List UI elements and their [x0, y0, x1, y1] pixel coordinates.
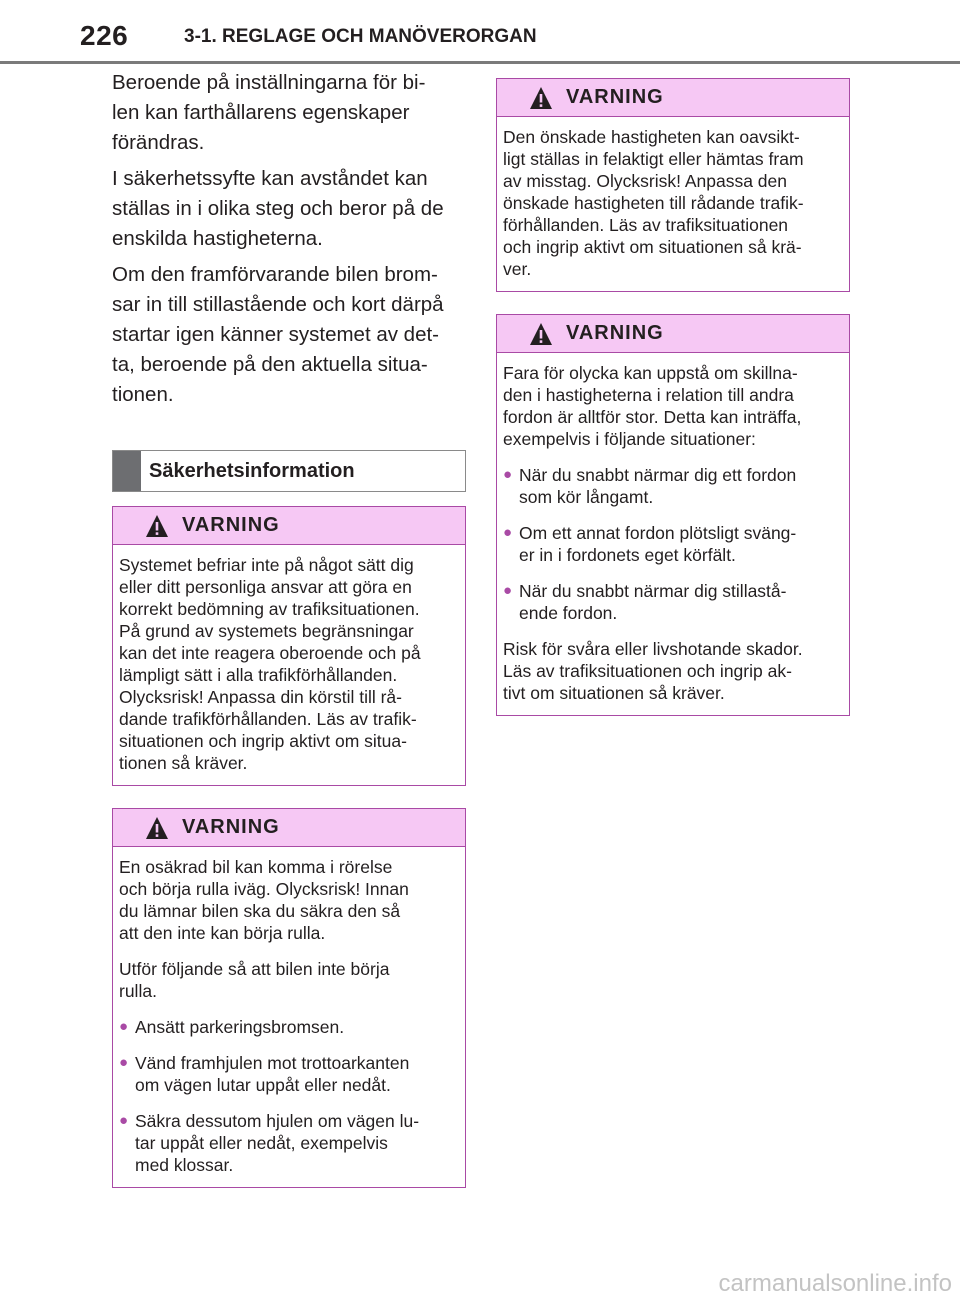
list-item	[503, 522, 843, 566]
warning-text: Systemet befriar inte på något sätt dig eller ditt personliga ansvar att göra en korrekt bedömning av trafiksituationen. På grund av systemets begränsningar kan det inte reagera oberoende och på lämpligt sätt i alla trafikförhållanden. Olycksrisk! Anpassa din körstil till rå- dande trafikförhållanden. Läs av trafik- situationen och ingrip aktivt om situa- tionen så kräver.	[119, 555, 421, 773]
list-item	[119, 1110, 459, 1176]
bullet-dot-icon: ●	[503, 524, 513, 541]
bullet-dot-icon: ●	[503, 582, 513, 599]
warning-triangle-icon	[145, 514, 169, 538]
warning-body	[113, 847, 465, 1187]
warning-text: Den önskade hastigheten kan oavsikt- ligt ställas in felaktigt eller hämtas fram av misstag. Olycksrisk! Anpassa den önskade hastigheten till rådande trafik- förhållanden. Läs av trafiksituationen och ingrip aktivt om situationen så krä- ver.	[503, 127, 804, 279]
warning-triangle-icon	[145, 816, 169, 840]
warning-label: VARNING	[566, 86, 664, 108]
section-heading	[112, 450, 466, 492]
warning-box	[496, 314, 850, 716]
warning-header	[497, 315, 849, 353]
warning-body	[113, 545, 465, 785]
list-item	[503, 580, 843, 624]
warning-box	[496, 78, 850, 292]
left-column	[112, 68, 466, 1188]
warning-triangle-icon	[529, 322, 553, 346]
right-column	[496, 78, 850, 716]
warning-label: VARNING	[182, 816, 280, 838]
chapter-title: 3-1. REGLAGE OCH MANÖVERORGAN	[184, 26, 537, 47]
warning-box	[112, 506, 466, 786]
warning-triangle-icon	[529, 86, 553, 110]
list-item	[503, 464, 843, 508]
intro-paragraph: Om den framförvarande bilen brom- sar in till stillastående och kort därpå startar igen känner systemet av det- ta, beroende på den aktuella situa- tionen.	[112, 263, 444, 406]
intro-paragraph: I säkerhetssyfte kan avståndet kan ställas in i olika steg och beror på de enskilda hastigheterna.	[112, 167, 444, 250]
warning-header	[113, 507, 465, 545]
bullet-dot-icon: ●	[119, 1054, 129, 1071]
page-header	[0, 0, 960, 62]
warning-text: Utför följande så att bilen inte börja rulla.	[119, 959, 390, 1001]
intro-paragraph: Beroende på inställningarna för bi- len kan farthållarens egenskaper förändras.	[112, 71, 426, 154]
warning-text: Fara för olycka kan uppstå om skillna- den i hastigheterna i relation till andra fordon är alltför stor. Detta kan inträffa, exempelvis i följande situationer:	[503, 363, 802, 449]
list-item	[119, 1052, 459, 1096]
bullet-dot-icon: ●	[119, 1112, 129, 1129]
warning-text: Risk för svåra eller livshotande skador. Läs av trafiksituationen och ingrip ak- tivt om situationen så kräver.	[503, 639, 803, 703]
bullet-dot-icon: ●	[119, 1018, 129, 1035]
warning-label: VARNING	[566, 322, 664, 344]
list-item-text: När du snabbt närmar dig stillastå- ende fordon.	[519, 581, 787, 623]
section-title: Säkerhetsinformation	[149, 459, 355, 482]
warning-header	[113, 809, 465, 847]
warning-header	[497, 79, 849, 117]
list-item-text: Om ett annat fordon plötsligt sväng- er in i fordonets eget körfält.	[519, 523, 797, 565]
warning-text: En osäkrad bil kan komma i rörelse och börja rulla iväg. Olycksrisk! Innan du lämnar bilen ska du säkra den så att den inte kan börja rulla.	[119, 857, 409, 943]
warning-label: VARNING	[182, 514, 280, 536]
header-divider	[0, 61, 960, 64]
list-item-text: Säkra dessutom hjulen om vägen lu- tar uppåt eller nedåt, exempelvis med klossar.	[135, 1111, 420, 1175]
warning-body	[497, 353, 849, 715]
page-number: 226	[80, 20, 129, 51]
list-item	[119, 1016, 459, 1038]
list-item-text: När du snabbt närmar dig ett fordon som kör långamt.	[519, 465, 797, 507]
list-item-text: Ansätt parkeringsbromsen.	[135, 1017, 345, 1037]
section-heading-bar	[113, 451, 141, 491]
list-item-text: Vänd framhjulen mot trottoarkanten om vägen lutar uppåt eller nedåt.	[135, 1053, 410, 1095]
bullet-dot-icon: ●	[503, 466, 513, 483]
watermark: carmanualsonline.info	[718, 1270, 952, 1297]
warning-body	[497, 117, 849, 291]
warning-box	[112, 808, 466, 1188]
